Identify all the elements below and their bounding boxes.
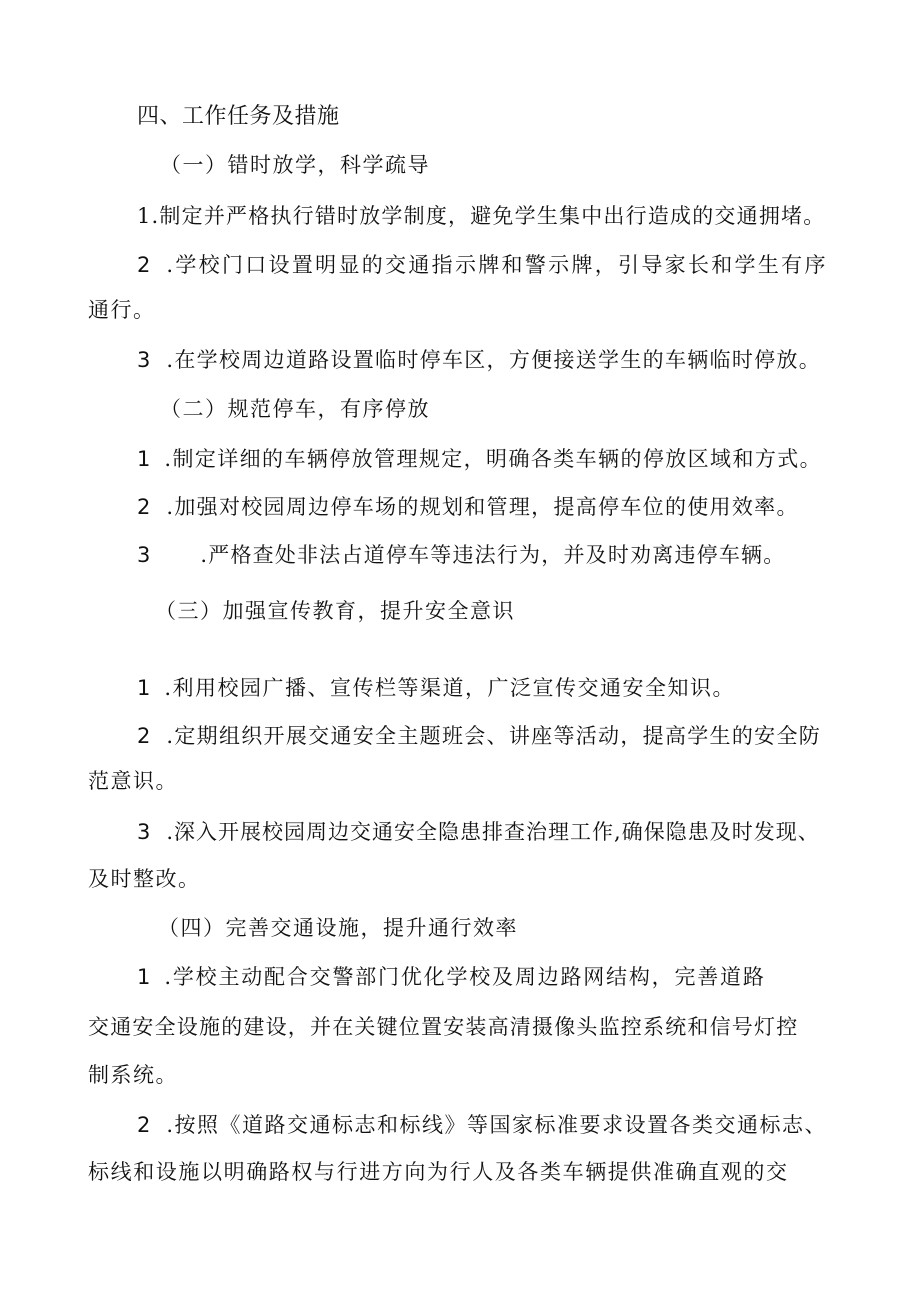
item-number: 1 — [137, 676, 151, 700]
paragraph-3-1 — [137, 674, 735, 702]
item-text: .按照《道路交通标志和标线》等国家标准要求设置各类交通标志、 — [166, 1113, 828, 1137]
paragraph-3-2-continued: 范意识。 — [88, 769, 178, 793]
paragraph-3-3-continued: 及时整改。 — [88, 867, 201, 891]
paragraph-4-1-continued-2: 制系统。 — [88, 1063, 178, 1087]
item-number: 1 — [137, 447, 151, 471]
item-text: .利用校园广播、宣传栏等渠道，广泛宣传交通安全知识。 — [164, 676, 736, 700]
item-number: 2 — [137, 1113, 151, 1137]
item-text: .学校门口设置明显的交通指示牌和警示牌，引导家长和学生有序 — [166, 253, 828, 277]
paragraph-1-3 — [137, 346, 821, 374]
item-text: .定期组织开展交通安全主题班会、讲座等活动，提高学生的安全防 — [166, 724, 822, 748]
subsection-heading-4: （四）完善交通设施，提升通行效率 — [158, 916, 518, 940]
subsection-heading-2: （二）规范停车，有序停放 — [160, 397, 430, 421]
item-text: .学校主动配合交警部门优化学校及周边路网结构，完善道路 — [164, 965, 766, 989]
item-number: 2 — [137, 724, 151, 748]
paragraph-1-2 — [137, 251, 828, 279]
item-number: 2 — [137, 495, 151, 519]
paragraph-3-2 — [137, 722, 821, 750]
item-text: .严格查处非法占道停车等违法行为，并及时劝离违停车辆。 — [200, 543, 786, 567]
paragraph-4-1-continued: 交通安全设施的建设，并在关键位置安装高清摄像头监控系统和信号灯控 — [88, 1015, 799, 1039]
item-number: 1 — [137, 965, 151, 989]
paragraph-4-1 — [137, 963, 766, 991]
paragraph-4-2 — [137, 1111, 827, 1139]
paragraph-1-2-continued: 通行。 — [88, 298, 156, 322]
item-text: .深入开展校园周边交通安全隐患排查治理工作,确保隐患及时发现、 — [166, 820, 820, 844]
item-number: 2 — [137, 253, 151, 277]
paragraph-2-3 — [137, 541, 785, 569]
paragraph-2-1 — [137, 445, 822, 473]
item-number: 3 — [137, 543, 151, 567]
section-heading: 四、工作任务及措施 — [137, 104, 340, 129]
item-number: 3 — [137, 820, 151, 844]
item-number: 3 — [137, 348, 151, 372]
item-text: .在学校周边道路设置临时停车区，方便接送学生的车辆临时停放。 — [166, 348, 822, 372]
subsection-heading-1: （一）错时放学，科学疏导 — [160, 153, 430, 177]
paragraph-4-2-continued: 标线和设施以明确路权与行进方向为行人及各类车辆提供准确直观的交 — [88, 1160, 789, 1184]
item-text: .加强对校园周边停车场的规划和管理，提高停车位的使用效率。 — [166, 495, 799, 519]
item-text: .制定详细的车辆停放管理规定，明确各类车辆的停放区域和方式。 — [164, 447, 823, 471]
paragraph-1-1: 1.制定并严格执行错时放学制度，避免学生集中出行造成的交通拥堵。 — [137, 204, 826, 228]
paragraph-2-2 — [137, 493, 799, 521]
paragraph-3-3 — [137, 818, 820, 846]
subsection-heading-3: （三）加强宣传教育，提升安全意识 — [155, 599, 515, 623]
